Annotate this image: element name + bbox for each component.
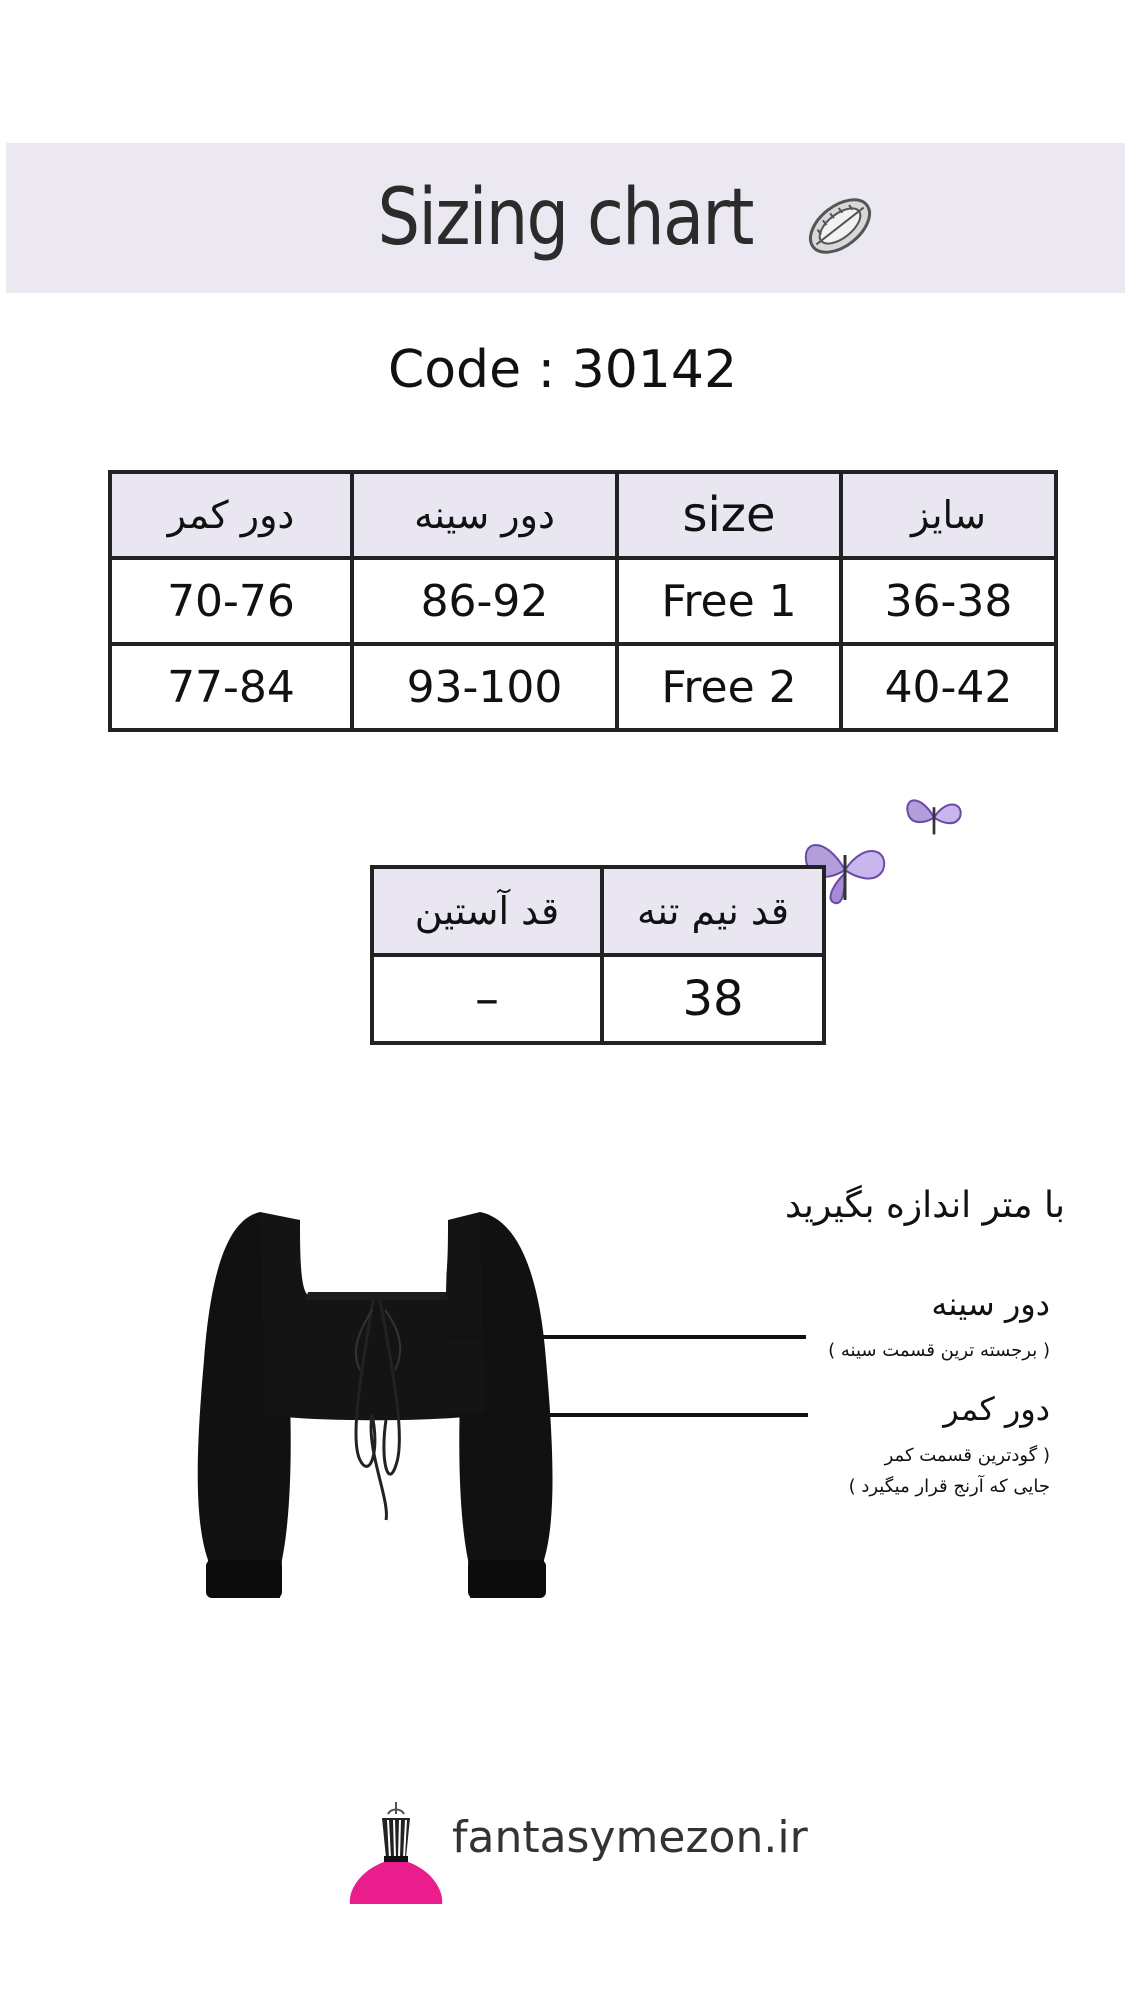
measuring-tape-icon (794, 181, 886, 271)
cell-size-en: Free 1 (617, 558, 841, 644)
cell-waist: 70-76 (110, 558, 352, 644)
header-chest: دور سینه (352, 472, 617, 558)
chest-note: ( برجسته ترین قسمت سینه ) (828, 1340, 1050, 1361)
chest-label: دور سینه (931, 1285, 1050, 1323)
cell-size-fa: 36-38 (841, 558, 1056, 644)
cell-chest: 86-92 (352, 558, 617, 644)
cell-waist: 77-84 (110, 644, 352, 730)
waist-label: دور کمر (943, 1390, 1050, 1428)
product-code: Code : 30142 (387, 340, 738, 400)
table-row (372, 955, 824, 1043)
cell-sleeve-length: – (372, 955, 602, 1043)
header-banner (6, 143, 1125, 293)
length-table (370, 865, 826, 1045)
cell-size-en: Free 2 (617, 644, 841, 730)
size-table-header-row (110, 472, 1056, 558)
size-table (108, 470, 1058, 732)
page-title: Sizing chart (377, 173, 754, 263)
crop-top-illustration (190, 1200, 590, 1610)
table-row (110, 558, 1056, 644)
cell-crop-length: 38 (602, 955, 824, 1043)
header-crop-length: قد نیم تنه (602, 867, 824, 955)
cell-chest: 93-100 (352, 644, 617, 730)
measure-instruction: با متر اندازه بگیرید (784, 1185, 1065, 1226)
table-row (110, 644, 1056, 730)
website-link[interactable]: fantasymezon.ir (452, 1812, 808, 1863)
header-size-en: size (617, 472, 841, 558)
chest-measure-line (448, 1335, 806, 1339)
header-waist: دور کمر (110, 472, 352, 558)
waist-measure-line (448, 1413, 808, 1417)
header-size-fa: سایز (841, 472, 1056, 558)
waist-note-line2: جایی که آرنج قرار میگیرد ) (848, 1476, 1050, 1497)
cell-size-fa: 40-42 (841, 644, 1056, 730)
length-table-header-row (372, 867, 824, 955)
header-sleeve-length: قد آستین (372, 867, 602, 955)
dress-logo-icon (346, 1800, 446, 1910)
butterfly-small-icon (900, 780, 968, 848)
waist-note-line1: ( گودترین قسمت کمر (884, 1445, 1050, 1466)
